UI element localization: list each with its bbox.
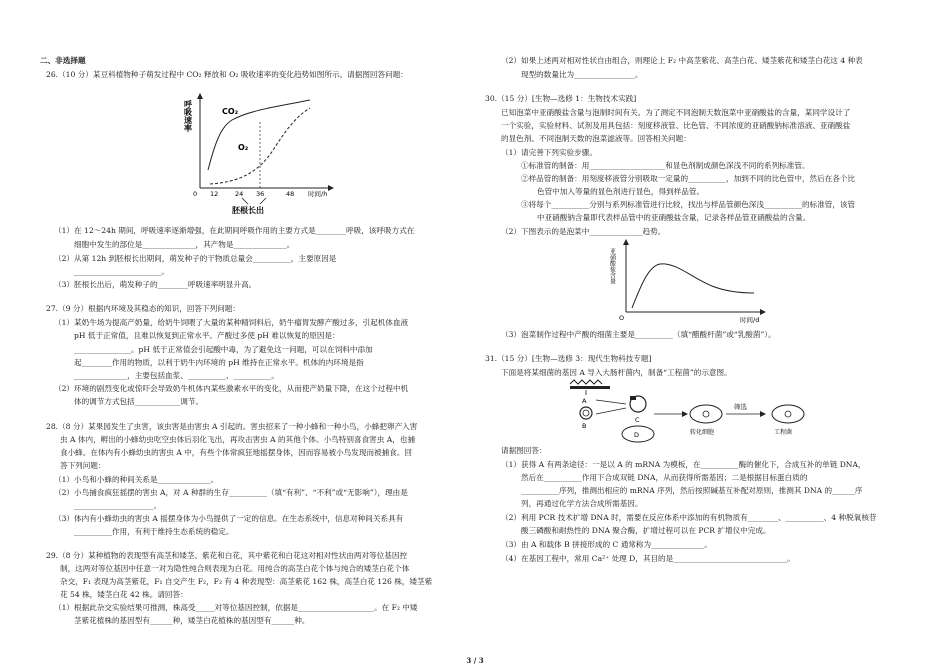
- fig26-caption: 胚根长出: [232, 206, 264, 215]
- fig26-pointer-b: [260, 198, 266, 204]
- fig30-x-label: 时间/d: [740, 316, 760, 324]
- left-text-line: 细胞中发生的部位是______________，其产物是______________。: [74, 240, 295, 249]
- left-text-line: __________作用，有利于维持生态系统的稳定。: [74, 527, 234, 536]
- right-text-line: （3）泡菜制作过程中产酸的细菌主要是__________（填“醋酸杆菌”或“乳酸菌”）。: [501, 330, 776, 339]
- right-text-line: （1）获得 A 有两条途径：一是以 A 的 mRNA 为模板，在__________酶的催化下，合成互补的单链 DNA，: [501, 460, 866, 469]
- fig26-tick-12: 12: [210, 190, 219, 198]
- fig26-co2-label: CO₂: [222, 107, 239, 116]
- right-text-line: 列，再通过化学方法合成所需基因。: [521, 499, 643, 508]
- left-text-line: 体的调节方式包括____________调节。: [74, 397, 204, 406]
- fig31-label-engineer: 工程菌: [774, 429, 793, 436]
- fig26-tick-0: 0: [193, 190, 198, 198]
- left-text-line: 28.（8 分）某果园发生了虫害，该虫害是由害虫 A 引起的。害虫招来了一种小蜂和一种小鸟，小蜂把卵产入害: [46, 422, 418, 431]
- right-text-line: 31.（15 分）[生物—选修 3：现代生物科技专题]: [485, 354, 652, 363]
- fig26-pointer-a: [242, 198, 248, 204]
- fig26-x-arrow: [328, 185, 334, 191]
- fig31-label-filter: 筛选: [734, 403, 747, 411]
- left-text-line: 花 54 株，矮茎白花 42 株。请回答：: [60, 590, 188, 599]
- left-text-line: pH 低于正常值，且难以恢复到正常水平。产酸过多使 pH 难以恢复的原因是：: [74, 331, 340, 340]
- left-text-line: 26.（10 分）某豆科植物种子萌发过程中 CO₂ 释放和 O₂ 吸收速率的变化趋势如图所示。请据图回答问题：: [46, 70, 408, 79]
- right-text-line: 色管中加入等量的显色剂进行显色，得到样品管。: [537, 187, 705, 196]
- left-text-line: 27.（9 分）根据内环境及其稳态的知识，回答下列问题：: [46, 304, 240, 313]
- right-text-line: 一个实验，实验材料、试剂及用具包括：刻度移液管、比色管、不同浓度的亚硝酸钠标准溶液、亚硝酸盐: [501, 121, 851, 130]
- right-text-line: ③将每个__________分别与系列标准管进行比较，找出与样品管颜色深浅__________的标准管，该管: [521, 200, 856, 209]
- left-text-line: 食小蜂。在体内有小蜂幼虫的害虫 A 中，有些个体常疯狂地摇摆身体，因而容易被小鸟发现而被捕食。回: [60, 448, 413, 457]
- left-text-line: 起________作用的物质，以利于奶牛内环境的 pH 维持在正常水平。机体的内环境是指: [74, 358, 364, 367]
- page-number: 3 / 3: [466, 656, 484, 665]
- left-text-line: （2）环境的剧烈变化或惊吓会导致奶牛机体内某些激素水平的变化，从而使产奶量下降，在这个过程中机: [54, 384, 409, 393]
- fig31-engineering-bacteria: [772, 405, 804, 423]
- left-text-line: 虫 A 体内，孵出的小蜂幼虫吃空虫体后羽化飞出，再攻击害虫 A 的其他个体。小鸟特别喜食害虫 A，也捕: [60, 435, 416, 444]
- fig31-arrowhead-2: [760, 411, 766, 417]
- left-text-line: （1）某奶牛场为提高产奶量，给奶牛饲喂了大量的某种精饲料后，奶牛瘤胃发酵产酸过多，引起机体血液: [54, 318, 409, 327]
- left-text-line: （2）小鸟捕食疯狂摇摆的害虫 A，对 A 种群的生存__________（填“有利”、“不利”或“无影响”），理由是: [54, 488, 408, 497]
- left-text-line: 29.（8 分）某种植物的表现型有高茎和矮茎、紫花和白花，其中紫花和白花这对相对性状由两对等位基因控: [46, 551, 408, 560]
- left-text-line: ______________，主要包括血浆、__________、__________。: [74, 371, 280, 380]
- right-text-line: 现型的数量比为________________。: [521, 70, 643, 79]
- left-text-line: （1）在 12～24h 期间，呼吸速率逐渐增强，在此期间呼吸作用的主要方式是________呼吸，该呼吸方式在: [54, 226, 415, 235]
- right-text-line: 下面是将某细菌的基因 A 导入大肠杆菌内，制备“工程菌”的示意图。: [501, 368, 732, 377]
- right-text-line: ②样品管的制备：用刻度移液管分别吸取一定量的__________，加到不同的比色管中，然后在各个比: [521, 174, 856, 183]
- fig31-label-c: C: [635, 416, 640, 424]
- left-text-line: _____________________。: [74, 501, 162, 510]
- left-text-line: 二、非选择题: [40, 56, 86, 65]
- fig26-tick-36: 36: [256, 190, 265, 198]
- right-text-line: （1）请完善下列实验步骤。: [501, 148, 597, 157]
- fig31-label-d: D: [634, 431, 640, 439]
- figure-26-respiration-graph: [180, 92, 340, 216]
- right-text-line: 的显色剂、不同泡制天数的泡菜滤液等。回答相关问题：: [501, 134, 691, 143]
- fig31-arrowhead-1: [682, 411, 688, 417]
- fig26-x-label: 时间/h: [308, 190, 328, 198]
- fig30-y-arrow: [623, 239, 629, 245]
- left-text-line: _______________。pH 低于正常值会引起酸中毒，为了避免这一问题，可以在饲料中添加: [74, 345, 373, 354]
- figure-31-engineering-diagram: [566, 376, 896, 446]
- left-text-line: （1）根据此杂交实验结果可推测，株高受_____对等位基因控制，依据是____________________。在 F₂ 中矮: [54, 603, 418, 612]
- figure-30-nitrite-graph: [592, 238, 772, 326]
- left-text-line: 答下列问题：: [60, 461, 106, 470]
- fig31-arrow-bc: [596, 408, 626, 414]
- fig31-label-a: A: [582, 397, 587, 405]
- fig31-plasmid-b: [580, 407, 592, 419]
- fig31-transformed-cell: [690, 405, 722, 423]
- left-text-line: （3）胚根长出后，萌发种子的________呼吸速率明显升高。: [54, 280, 257, 289]
- right-text-line: 酸三磷酸和耐热性的 DNA 聚合酶，扩增过程可以在 PCR 扩增仪中完成。: [521, 526, 771, 535]
- fig26-tick-48: 48: [286, 190, 295, 198]
- right-text-line: 已知泡菜中亚硝酸盐含量与泡制时间有关。为了测定不同泡制天数泡菜中亚硝酸盐的含量，某同学设计了: [501, 108, 851, 117]
- left-text-line: （1）小鸟和小蜂的种间关系是______________。: [54, 475, 219, 484]
- fig30-y-label: 亚硝酸盐含量: [608, 248, 616, 284]
- left-text-line: （2）从第 12h 到胚根长出期间，萌发种子的干物质总量会__________，主要原因是: [54, 254, 337, 263]
- left-text-line: 杂交，F₁ 表现为高茎紫花，F₁ 自交产生 F₂，F₂ 有 4 种表现型：高茎紫花 162 株，高茎白花 126 株，矮茎紫: [60, 577, 433, 586]
- fig30-origin: O: [619, 314, 625, 322]
- fig31-label-transform: 转化细胞: [690, 429, 715, 436]
- left-text-line: 茎紫花植株的基因型有______种，矮茎白花植株的基因型有______种。: [74, 616, 310, 625]
- fig31-plasmid-b-inner: [583, 410, 589, 416]
- right-text-line: （4）在基因工程中，常用 Ca²⁺ 处理 D，其目的是______________________________。: [501, 554, 795, 563]
- fig26-tick-24: 24: [235, 190, 244, 198]
- left-text-line: _______________________。: [74, 267, 169, 276]
- fig26-y-arrow: [197, 93, 203, 99]
- right-text-line: 请据图回答：: [501, 446, 547, 455]
- fig31-label-b: B: [582, 422, 587, 430]
- right-text-line: 30.（15 分）[生物—选修 1：生物技术实践]: [485, 94, 637, 103]
- right-text-line: __________序列，推测出相应的 mRNA 序列，然后按照碱基互补配对原则，推测其 DNA 的______序: [521, 486, 863, 495]
- fig26-y-label: 呼吸速率: [183, 100, 193, 132]
- fig31-arrow-ac: [596, 400, 626, 404]
- right-text-line: （3）由 A 和载体 B 拼接形成的 C 通常称为______________。: [501, 540, 712, 549]
- fig26-o2-label: O₂: [238, 143, 249, 152]
- fig31-dna-fragment-a: [570, 380, 602, 384]
- fig31-gene-bar: [570, 386, 610, 389]
- fig31-recombinant-insert: [630, 396, 636, 400]
- left-text-line: 制，这两对等位基因中任意一对为隐性纯合则表现为白花。用纯合的高茎白花个体与纯合的矮茎白花个体: [60, 564, 410, 573]
- right-text-line: （2）利用 PCR 技术扩增 DNA 时，需要在反应体系中添加的有机物质有________、__________、4 种脱氧核苷: [501, 513, 877, 522]
- right-text-line: （2）如果上述两对相对性状自由组合，则理论上 F₂ 中高茎紫花、高茎白花、矮茎紫花和矮茎白花这 4 种表: [501, 56, 863, 65]
- right-text-line: 中亚硝酸钠含量即代表样品管中的亚硝酸盐含量，记录各样品管亚硝酸盐的含量。: [537, 213, 811, 222]
- fig30-x-arrow: [760, 309, 766, 315]
- fig31-engineering-plasmid: [785, 411, 791, 417]
- fig31-transformed-plasmid: [703, 411, 709, 417]
- right-text-line: （2）下图表示的是泡菜中______________趋势。: [501, 227, 666, 236]
- right-text-line: 然后在__________作用下合成双链 DNA，从而获得所需基因；二是根据目标蛋白质的: [521, 473, 808, 482]
- right-text-line: ①标准管的制备：用____________________和显色剂制成颜色深浅不同的系列标准管。: [521, 161, 810, 170]
- left-text-line: （3）体内有小蜂幼虫的害虫 A 摇摆身体为小鸟提供了一定的信息。在生态系统中，信息对种间关系具有: [54, 514, 404, 523]
- fig30-curve: [632, 264, 754, 308]
